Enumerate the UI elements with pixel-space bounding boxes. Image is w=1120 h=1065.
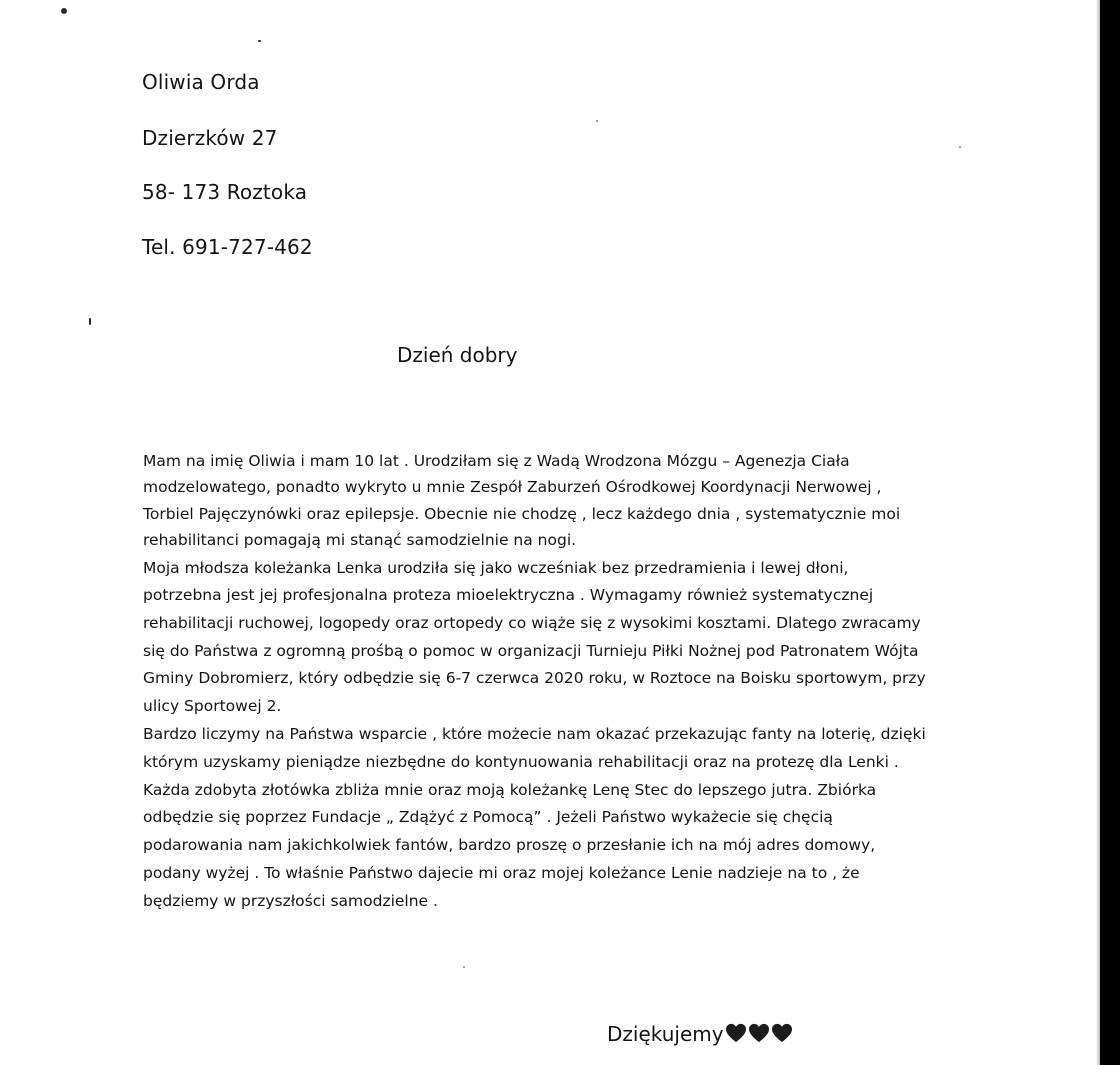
body-line: rehabilitacji ruchowej, logopedy oraz ortopedy co wiąże się z wysokimi kosztami. Dlatego zwracamy — [143, 614, 921, 632]
scan-speck — [61, 8, 67, 14]
scan-speck — [258, 40, 261, 42]
scan-speck — [463, 966, 465, 968]
body-line: się do Państwa z ogromną prośbą o pomoc w organizacji Turnieju Piłki Nożnej pod Patronatem Wójta — [143, 642, 919, 660]
scan-speck — [596, 120, 598, 122]
heart-icon — [725, 1023, 747, 1043]
scan-speck — [89, 318, 91, 325]
sender-city: 58- 173 Roztoka — [142, 180, 308, 204]
scan-speck — [959, 146, 961, 148]
letter-greeting: Dzień dobry — [397, 343, 518, 367]
page-edge-shadow — [1096, 0, 1100, 1065]
heart-icon — [771, 1023, 793, 1043]
body-line: będziemy w przyszłości samodzielne . — [143, 892, 438, 910]
body-line: Torbiel Pajęczynówki oraz epilepsje. Obecnie nie chodzę , lecz każdego dnia , systematycznie moi — [143, 505, 901, 523]
body-line: podany wyżej . To właśnie Państwo dajecie mi oraz mojej koleżance Lenie nadzieje na to , że — [143, 864, 860, 882]
body-line: podarowania nam jakichkolwiek fantów, bardzo proszę o przesłanie ich na mój adres domowy, — [143, 836, 876, 854]
closing-text: Dziękujemy — [607, 1022, 724, 1046]
body-line: Każda zdobyta złotówka zbliża mnie oraz moją koleżankę Lenę Stec do lepszego jutra. Zbiórka — [143, 781, 877, 799]
body-line: Bardzo liczymy na Państwa wsparcie , które możecie nam okazać przekazując fanty na loterię, dzięki — [143, 725, 926, 743]
body-line: rehabilitanci pomagają mi stanąć samodzielnie na nogi. — [143, 531, 577, 549]
body-line: potrzebna jest jej profesjonalna proteza mioelektryczna . Wymagamy również systematycznej — [143, 586, 874, 604]
body-line: modzelowatego, ponadto wykryto u mnie Zespół Zaburzeń Ośrodkowej Koordynacji Nerwowej , — [143, 478, 882, 496]
heart-icon — [748, 1023, 770, 1043]
body-line: którym uzyskamy pieniądze niezbędne do kontynuowania rehabilitacji oraz na protezę dla Lenki . — [143, 753, 899, 771]
body-line: Moja młodsza koleżanka Lenka urodziła się jako wcześniak bez przedramienia i lewej dłoni, — [143, 559, 849, 577]
letter-closing — [607, 1020, 793, 1048]
body-line: odbędzie się poprzez Fundacje „ Zdążyć z Pomocą” . Jeżeli Państwo wykażecie się chęcią — [143, 808, 833, 826]
sender-street: Dzierzków 27 — [142, 126, 278, 150]
body-line: Gminy Dobromierz, który odbędzie się 6-7 czerwca 2020 roku, w Roztoce na Boisku sportowym, przy — [143, 669, 926, 687]
body-line: ulicy Sportowej 2. — [143, 697, 282, 715]
body-line: Mam na imię Oliwia i mam 10 lat . Urodziłam się z Wadą Wrodzona Mózgu – Agenezja Ciała — [143, 452, 850, 470]
sender-name: Oliwia Orda — [142, 70, 260, 94]
sender-phone: Tel. 691-727-462 — [142, 235, 313, 259]
